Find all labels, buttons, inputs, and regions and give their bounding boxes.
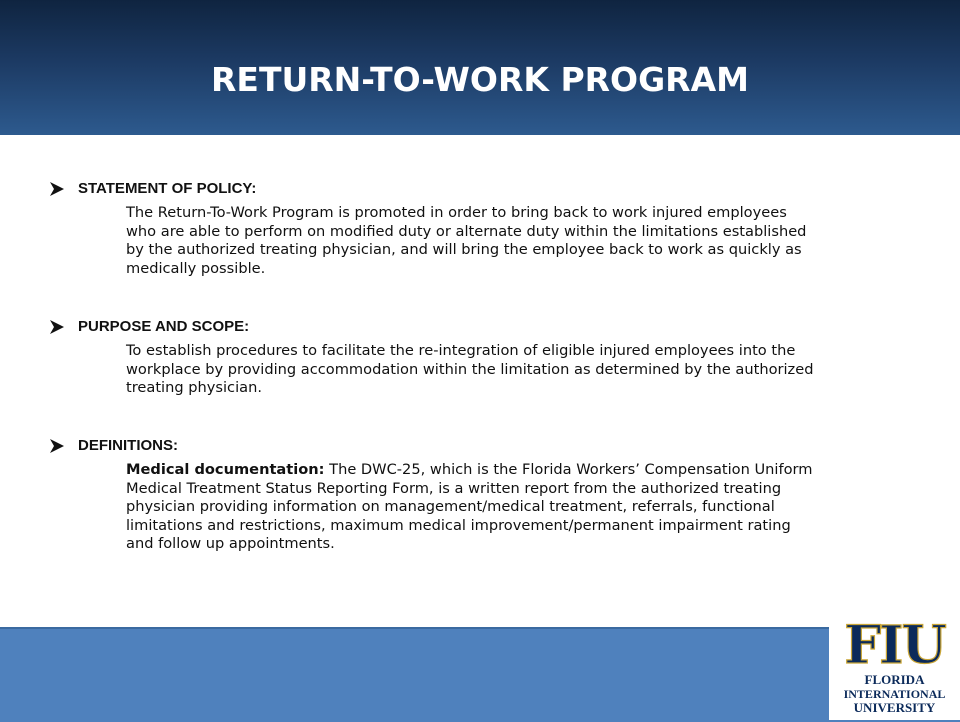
fiu-logo bbox=[829, 617, 960, 720]
bullet-row bbox=[50, 318, 830, 335]
logo-abbreviation: FIU bbox=[844, 615, 945, 676]
section-heading: STATEMENT OF POLICY: bbox=[78, 180, 257, 197]
title-banner bbox=[0, 0, 960, 135]
section-body: To establish procedures to facilitate the re-integration of eligible injured employees into the workplace by providing accommodation within the limitation as determined by the authorized treating physician. bbox=[126, 342, 814, 396]
bullet-row bbox=[50, 180, 830, 197]
logo-line-florida: FLORIDA bbox=[864, 672, 925, 687]
bullet-row bbox=[50, 437, 830, 454]
page-title: RETURN-TO-WORK PROGRAM bbox=[211, 60, 749, 99]
section-purpose-and-scope bbox=[50, 318, 830, 398]
definition-term: Medical documentation: bbox=[126, 461, 325, 478]
arrow-bullet-icon bbox=[50, 320, 64, 334]
section-statement-of-policy bbox=[50, 180, 830, 278]
logo-line-international: INTERNATIONAL bbox=[843, 687, 946, 701]
definition-text: The DWC-25, which is the Florida Workers’ Compensation Uniform Medical Treatment Status Reporting Form, is a written report from the authorized treating physician providing information on management/medical treatment, referrals, functional limitations and restrictions, maximum medical improvement/permanent impairment rating and follow up appointments. bbox=[126, 461, 813, 552]
section-heading: DEFINITIONS: bbox=[78, 437, 178, 454]
section-definitions bbox=[50, 437, 830, 554]
section-heading: PURPOSE AND SCOPE: bbox=[78, 318, 250, 335]
section-body bbox=[126, 461, 821, 554]
section-body: The Return-To-Work Program is promoted in order to bring back to work injured employees who are able to perform on modified duty or alternate duty within the limitations established by the authorized treating physician, and will bring the employee back to work as quickly as medically possible. bbox=[126, 204, 807, 277]
logo-line-university: UNIVERSITY bbox=[853, 700, 936, 715]
arrow-bullet-icon bbox=[50, 439, 64, 453]
arrow-bullet-icon bbox=[50, 182, 64, 196]
footer-bar bbox=[0, 627, 960, 722]
